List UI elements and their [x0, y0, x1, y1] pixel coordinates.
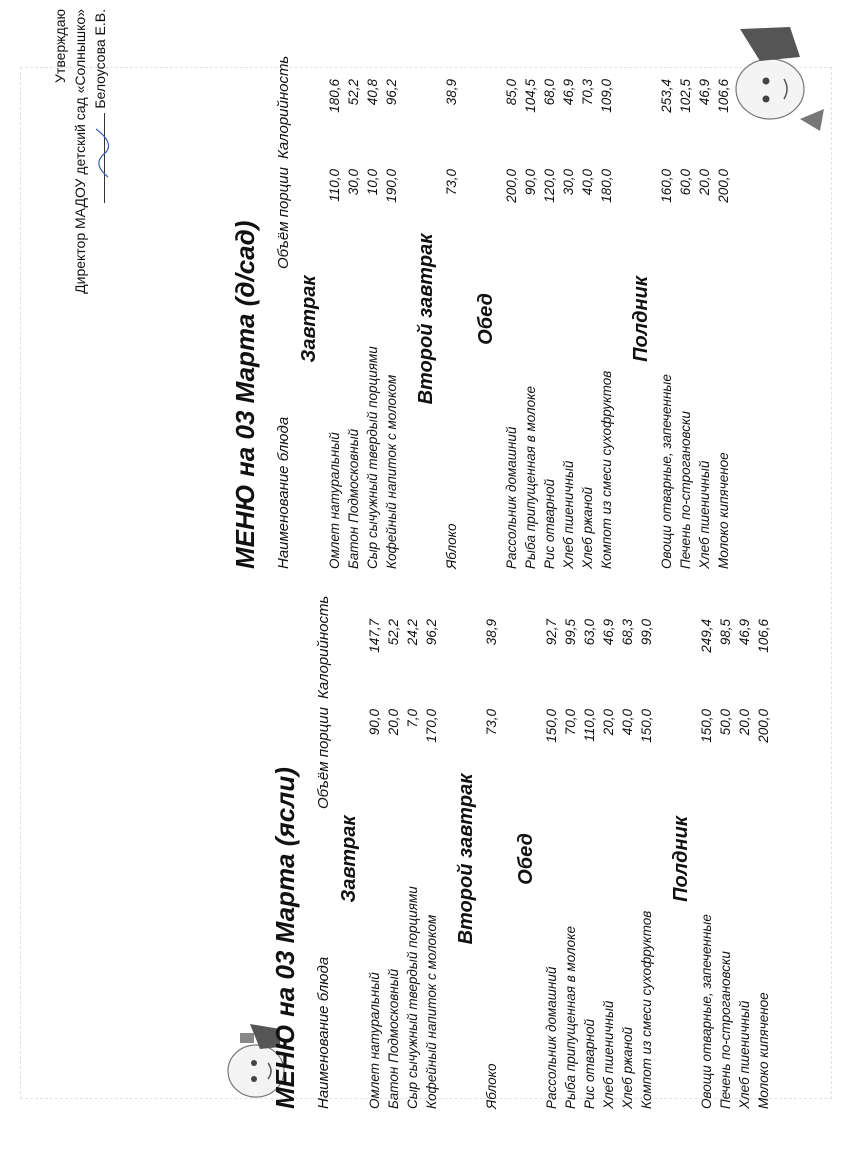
dish-name: Хлеб ржаной [580, 486, 595, 569]
table-row [422, 589, 441, 1109]
table-row [561, 589, 580, 1109]
section-gap [401, 9, 411, 569]
calories-value: 38,9 [484, 619, 499, 646]
calories-value: 52,2 [346, 79, 361, 106]
portion-volume: 90,0 [367, 709, 382, 736]
table-row [559, 9, 578, 569]
portion-volume: 10,0 [365, 169, 380, 196]
section-title: Полдник [630, 276, 652, 362]
table-row [597, 9, 616, 569]
dish-name: Рис отварной [542, 479, 557, 569]
section-gap [441, 589, 451, 1109]
portion-volume: 180,0 [599, 169, 614, 203]
portion-volume: 150,0 [639, 709, 654, 743]
dish-name: Компот из смеси сухофруктов [599, 370, 614, 569]
column-headers [275, 9, 292, 569]
table-row [716, 589, 735, 1109]
calories-value: 92,7 [544, 619, 559, 646]
dish-name: Печень по-строгановски [678, 411, 693, 569]
table-row [618, 589, 637, 1109]
calories-value: 52,2 [386, 619, 401, 646]
calories-value: 104,5 [523, 79, 538, 113]
calories-value: 40,8 [365, 79, 380, 106]
table-row [384, 589, 403, 1109]
table-row [382, 9, 401, 569]
portion-volume: 20,0 [697, 169, 712, 196]
calories-value: 106,6 [716, 79, 731, 113]
table-row [502, 9, 521, 569]
table-row [695, 9, 714, 569]
section-title: Полдник [670, 816, 692, 902]
portion-volume: 40,0 [580, 169, 595, 196]
column-volume-header: Объём порции [315, 707, 332, 809]
column-calories-header: Калорийность [315, 595, 332, 699]
approval-line-1: Утверждаю [52, 9, 68, 83]
dish-name: Кофейный напиток с молоком [424, 914, 439, 1109]
section-title: Обед [515, 833, 537, 885]
approval-block [50, 9, 110, 339]
portion-volume: 190,0 [384, 169, 399, 203]
section-gap [501, 589, 511, 1109]
dish-name: Рыба припущенная в молоке [563, 925, 578, 1109]
portion-volume: 170,0 [424, 709, 439, 743]
dish-name: Хлеб ржаной [620, 1026, 635, 1109]
dish-name: Рыба припущенная в молоке [523, 385, 538, 569]
menu-title: МЕНЮ на 03 Марта (ясли) [270, 767, 300, 1109]
portion-volume: 60,0 [678, 169, 693, 196]
dish-name: Рассольник домашний [504, 426, 519, 569]
table-row [735, 589, 754, 1109]
calories-value: 46,9 [561, 79, 576, 106]
portion-volume: 200,0 [716, 169, 731, 203]
dish-name: Овощи отварные, запеченные [659, 374, 674, 569]
dish-name: Яблоко [444, 523, 459, 569]
calories-value: 106,6 [756, 619, 771, 653]
table-row [578, 9, 597, 569]
portion-volume: 40,0 [620, 709, 635, 736]
calories-value: 68,3 [620, 619, 635, 646]
table-row [442, 9, 461, 569]
calories-value: 249,4 [699, 619, 714, 653]
calories-value: 63,0 [582, 619, 597, 646]
column-headers [315, 589, 332, 1109]
portion-volume: 30,0 [346, 169, 361, 196]
menu-yasli [270, 589, 783, 1109]
section-gap [773, 589, 783, 1109]
calories-value: 109,0 [599, 79, 614, 113]
table-row [754, 589, 773, 1109]
calories-value: 99,5 [563, 619, 578, 646]
portion-volume: 200,0 [756, 709, 771, 743]
portion-volume: 7,0 [405, 709, 420, 728]
portion-volume: 110,0 [327, 169, 342, 202]
portion-volume: 50,0 [718, 709, 733, 736]
dish-name: Овощи отварные, запеченные [699, 914, 714, 1109]
calories-value: 70,3 [580, 79, 595, 106]
dish-name: Хлеб пшеничный [561, 460, 576, 569]
table-row [542, 589, 561, 1109]
table-row [403, 589, 422, 1109]
table-row [363, 9, 382, 569]
portion-volume: 73,0 [444, 169, 459, 196]
signature-mark [90, 119, 114, 179]
portion-volume: 73,0 [484, 709, 499, 736]
calories-value: 24,2 [405, 619, 420, 646]
section-title: Завтрак [298, 275, 320, 363]
section-title: Второй завтрак [415, 233, 437, 405]
calories-value: 98,5 [718, 619, 733, 646]
dish-name: Рассольник домашний [544, 966, 559, 1109]
portion-volume: 90,0 [523, 169, 538, 196]
table-row [697, 589, 716, 1109]
portion-volume: 200,0 [504, 169, 519, 203]
portion-volume: 150,0 [699, 709, 714, 743]
section-gap [656, 589, 666, 1109]
portion-volume: 20,0 [737, 709, 752, 736]
dish-name: Яблоко [484, 1063, 499, 1109]
dish-name: Хлеб пшеничный [737, 1000, 752, 1109]
dish-name: Хлеб пшеничный [697, 460, 712, 569]
menu-dsad [230, 9, 743, 569]
menu-body [338, 589, 783, 1109]
table-row [540, 9, 559, 569]
calories-value: 85,0 [504, 79, 519, 106]
table-row [637, 589, 656, 1109]
dish-name: Кофейный напиток с молоком [384, 374, 399, 569]
portion-volume: 20,0 [601, 709, 616, 736]
column-name-header: Наименование блюда [275, 416, 292, 569]
approval-line-2: Директор МАДОУ детский сад «Солнышко» [72, 9, 88, 294]
calories-value: 180,6 [327, 79, 342, 113]
portion-volume: 70,0 [563, 709, 578, 736]
child-illustration-right [720, 19, 830, 139]
dish-name: Печень по-строгановски [718, 951, 733, 1109]
column-volume-header: Объём порции [275, 167, 292, 269]
table-row [580, 589, 599, 1109]
dish-name: Рис отварной [582, 1019, 597, 1109]
calories-value: 46,9 [737, 619, 752, 646]
dish-name: Батон Подмосковный [346, 428, 361, 569]
portion-volume: 20,0 [386, 709, 401, 736]
section-title: Второй завтрак [455, 773, 477, 945]
table-row [676, 9, 695, 569]
portion-volume: 120,0 [542, 169, 557, 203]
calories-value: 38,9 [444, 79, 459, 106]
column-calories-header: Калорийность [275, 55, 292, 159]
column-name-header: Наименование блюда [315, 956, 332, 1109]
menu-title: МЕНЮ на 03 Марта (д/сад) [230, 220, 260, 569]
section-title: Завтрак [338, 815, 360, 903]
dish-name: Молоко кипяченое [716, 452, 731, 569]
calories-value: 68,0 [542, 79, 557, 106]
calories-value: 96,2 [384, 79, 399, 106]
dish-name: Молоко кипяченое [756, 992, 771, 1109]
calories-value: 99,0 [639, 619, 654, 646]
table-row [325, 9, 344, 569]
calories-value: 46,9 [601, 619, 616, 646]
portion-volume: 160,0 [659, 169, 674, 203]
portion-volume: 150,0 [544, 709, 559, 743]
approval-line-3: Белоусова Е.В. [92, 9, 108, 109]
table-row [521, 9, 540, 569]
dish-name: Омлет натуральный [367, 972, 382, 1109]
table-row [482, 589, 501, 1109]
calories-value: 147,7 [367, 619, 382, 653]
table-row [344, 9, 363, 569]
dish-name: Компот из смеси сухофруктов [639, 910, 654, 1109]
dish-name: Сыр сычужный твердый порциями [365, 346, 380, 569]
section-gap [461, 9, 471, 569]
menu-body [298, 9, 743, 569]
dish-name: Сыр сычужный твердый порциями [405, 886, 420, 1109]
calories-value: 96,2 [424, 619, 439, 646]
dish-name: Хлеб пшеничный [601, 1000, 616, 1109]
dish-name: Батон Подмосковный [386, 968, 401, 1109]
calories-value: 46,9 [697, 79, 712, 106]
portion-volume: 110,0 [582, 709, 597, 742]
table-row [657, 9, 676, 569]
section-gap [616, 9, 626, 569]
calories-value: 102,5 [678, 79, 693, 113]
section-title: Обед [475, 293, 497, 345]
dish-name: Омлет натуральный [327, 432, 342, 569]
table-row [365, 589, 384, 1109]
calories-value: 253,4 [659, 79, 674, 113]
portion-volume: 30,0 [561, 169, 576, 196]
table-row [599, 589, 618, 1109]
